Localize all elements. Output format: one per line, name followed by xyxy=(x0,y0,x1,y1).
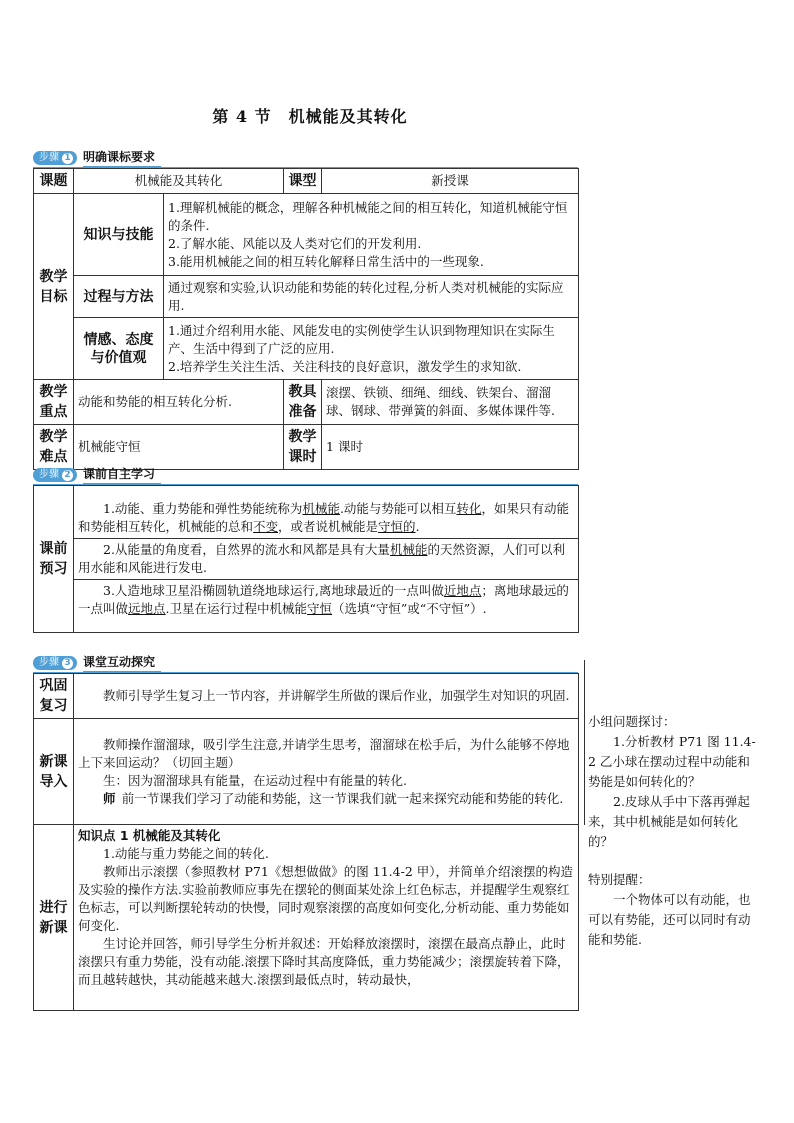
step2-number: 2 xyxy=(62,470,73,481)
review-content: 教师引导学生复习上一节内容，并讲解学生所做的课后作业，加强学生对知识的巩固. xyxy=(74,674,579,719)
intro-paragraph: 生：因为溜溜球具有能量，在运动过程中有能量的转化. xyxy=(103,772,407,788)
answer-blank: 机械能 xyxy=(302,501,340,516)
attitude-item: 2.培养学生关注生活、关注科技的良好意识，激发学生的求知欲. xyxy=(168,358,522,374)
knowledge-item: 1.理解机械能的概念，理解各种机械能之间的相互转化，知道机械能守恒的条件. xyxy=(168,199,568,233)
new-lesson-header: 进行新课 xyxy=(34,825,74,1011)
answer-blank: 近地点 xyxy=(443,583,482,598)
step1-badge: 步骤 1 xyxy=(33,151,77,165)
tools-value: 滚摆、铁锁、细绳、细线、铁架台、溜溜球、钢球、带弹簧的斜面、多媒体课件等. xyxy=(322,380,579,425)
process-header: 过程与方法 xyxy=(74,276,164,318)
step3-header xyxy=(33,655,161,671)
intro-paragraph: 师 前一节课我们学习了动能和势能，这一节课我们就一起来探究动能和势能的转化. xyxy=(103,790,564,806)
answer-blank: 转化 xyxy=(456,501,482,516)
discussion-question: 2.皮球从手中下落再弹起来，其中机械能是如何转化的？ xyxy=(588,794,750,849)
preview-item-3: 3.人造地球卫星沿椭圆轨道绕地球运行,离地球最近的一点叫做近地点；离地球最远的一点叫做远地点.卫星在运行过程中机械能守恒（选填“守恒”或“不守恒”）. xyxy=(78,583,569,616)
step1-number: 1 xyxy=(62,153,73,164)
lesson-table xyxy=(33,673,579,1011)
page-title: 第 4 节 机械能及其转化 xyxy=(212,107,408,126)
review-header: 巩固复习 xyxy=(34,674,74,719)
goals-header: 教学目标 xyxy=(34,194,74,380)
tools-header: 教具准备 xyxy=(284,380,322,425)
answer-blank: 远地点 xyxy=(128,601,166,616)
group-discussion-title: 小组问题探讨： xyxy=(588,714,676,729)
answer-blank: 守恒 xyxy=(307,601,333,616)
intro-header: 新课导入 xyxy=(34,719,74,825)
intro-content xyxy=(74,719,579,825)
side-notes xyxy=(588,712,760,950)
knowledge-header: 知识与技能 xyxy=(74,194,164,276)
tip-title: 特别提醒： xyxy=(588,872,651,887)
knowledge-item: 2.了解水能、风能以及人类对它们的开发利用. xyxy=(168,235,422,251)
hours-value: 1 课时 xyxy=(322,425,579,470)
preview-item-2: 2.从能量的角度看，自然界的流水和风都是具有大量机械能的天然资源，人们可以利用水能和风能进行发电. xyxy=(74,539,578,580)
knowledge-item: 3.能用机械能之间的相互转化解释日常生活中的一些现象. xyxy=(168,253,484,269)
tip-content: 一个物体可以有动能，也可以有势能，还可以同时有动能和势能. xyxy=(588,892,751,947)
type-value: 新授课 xyxy=(322,169,579,194)
answer-blank: 不变 xyxy=(253,519,279,534)
step1-label: 明确课标要求 xyxy=(83,148,161,168)
teacher-label: 师 xyxy=(103,790,116,806)
step1-header xyxy=(33,150,161,166)
step3-number: 3 xyxy=(62,658,73,669)
side-divider xyxy=(584,660,585,825)
process-content: 通过观察和实验,认识动能和势能的转化过程,分析人类对机械能的实际应用. xyxy=(164,276,579,318)
step2-header xyxy=(33,467,161,483)
step2-badge: 步骤 2 xyxy=(33,468,77,482)
intro-paragraph: 教师操作溜溜球，吸引学生注意,并请学生思考，溜溜球在松手后，为什么能够不停地上下来回运动？（切回主题） xyxy=(78,736,570,770)
lesson-paragraph: 1.动能与重力势能之间的转化. xyxy=(103,846,269,861)
preview-table xyxy=(33,485,579,633)
difficulty-value: 机械能守恒 xyxy=(74,425,284,470)
step3-badge: 步骤 3 xyxy=(33,656,77,670)
knowledge-point-title: 知识点 1 机械能及其转化 xyxy=(78,828,221,843)
knowledge-content xyxy=(164,194,579,276)
attitude-header: 情感、态度与价值观 xyxy=(74,318,164,380)
difficulty-header: 教学难点 xyxy=(34,425,74,470)
preview-item-1: 1.动能、重力势能和弹性势能统称为机械能.动能与势能可以相互转化，如果只有动能和势能相互转化，机械能的总和不变，或者说机械能是守恒的. xyxy=(74,498,578,539)
attitude-item: 1.通过介绍利用水能、风能发电的实例使学生认识到物理知识在实际生产、生活中得到了广泛的应用. xyxy=(168,322,555,356)
step2-label: 课前自主学习 xyxy=(83,465,161,485)
topic-value: 机械能及其转化 xyxy=(74,169,284,194)
topic-header: 课题 xyxy=(34,169,74,194)
focus-value: 动能和势能的相互转化分析. xyxy=(74,380,284,425)
answer-blank: 机械能 xyxy=(389,542,428,557)
preview-header: 课前预习 xyxy=(34,486,74,633)
step3-label: 课堂互动探究 xyxy=(83,653,161,673)
lesson-paragraph: 教师出示滚摆（参照教材 P71《想想做做》的图 11.4-2 甲），并简单介绍滚摆的构造及实验的操作方法.实验前教师应事先在摆轮的侧面某处涂上红色标志，并提醒学生观察红色标志，可以判断摆轮转动的快慢，同时观察滚摆的高度如何变化,分析动能、重力势能如何变化. xyxy=(78,864,573,933)
answer-blank: 守恒的 xyxy=(378,519,416,534)
hours-header: 教学课时 xyxy=(284,425,322,470)
preview-content xyxy=(74,486,579,633)
lesson-paragraph: 生讨论并回答，师引导学生分析并叙述：开始释放滚摆时，滚摆在最高点静止，此时滚摆只有重力势能，没有动能.滚摆下降时其高度降低，重力势能减少；滚摆旋转着下降，而且越转越快，其动能越来越大.滚摆到最低点时，转动最快， xyxy=(78,936,570,987)
type-header: 课型 xyxy=(284,169,322,194)
new-lesson-content xyxy=(74,825,579,1011)
attitude-content xyxy=(164,318,579,380)
discussion-question: 1.分析教材 P71 图 11.4-2 乙小球在摆动过程中动能和势能是如何转化的？ xyxy=(588,734,756,789)
focus-header: 教学重点 xyxy=(34,380,74,425)
objectives-table xyxy=(33,168,579,470)
